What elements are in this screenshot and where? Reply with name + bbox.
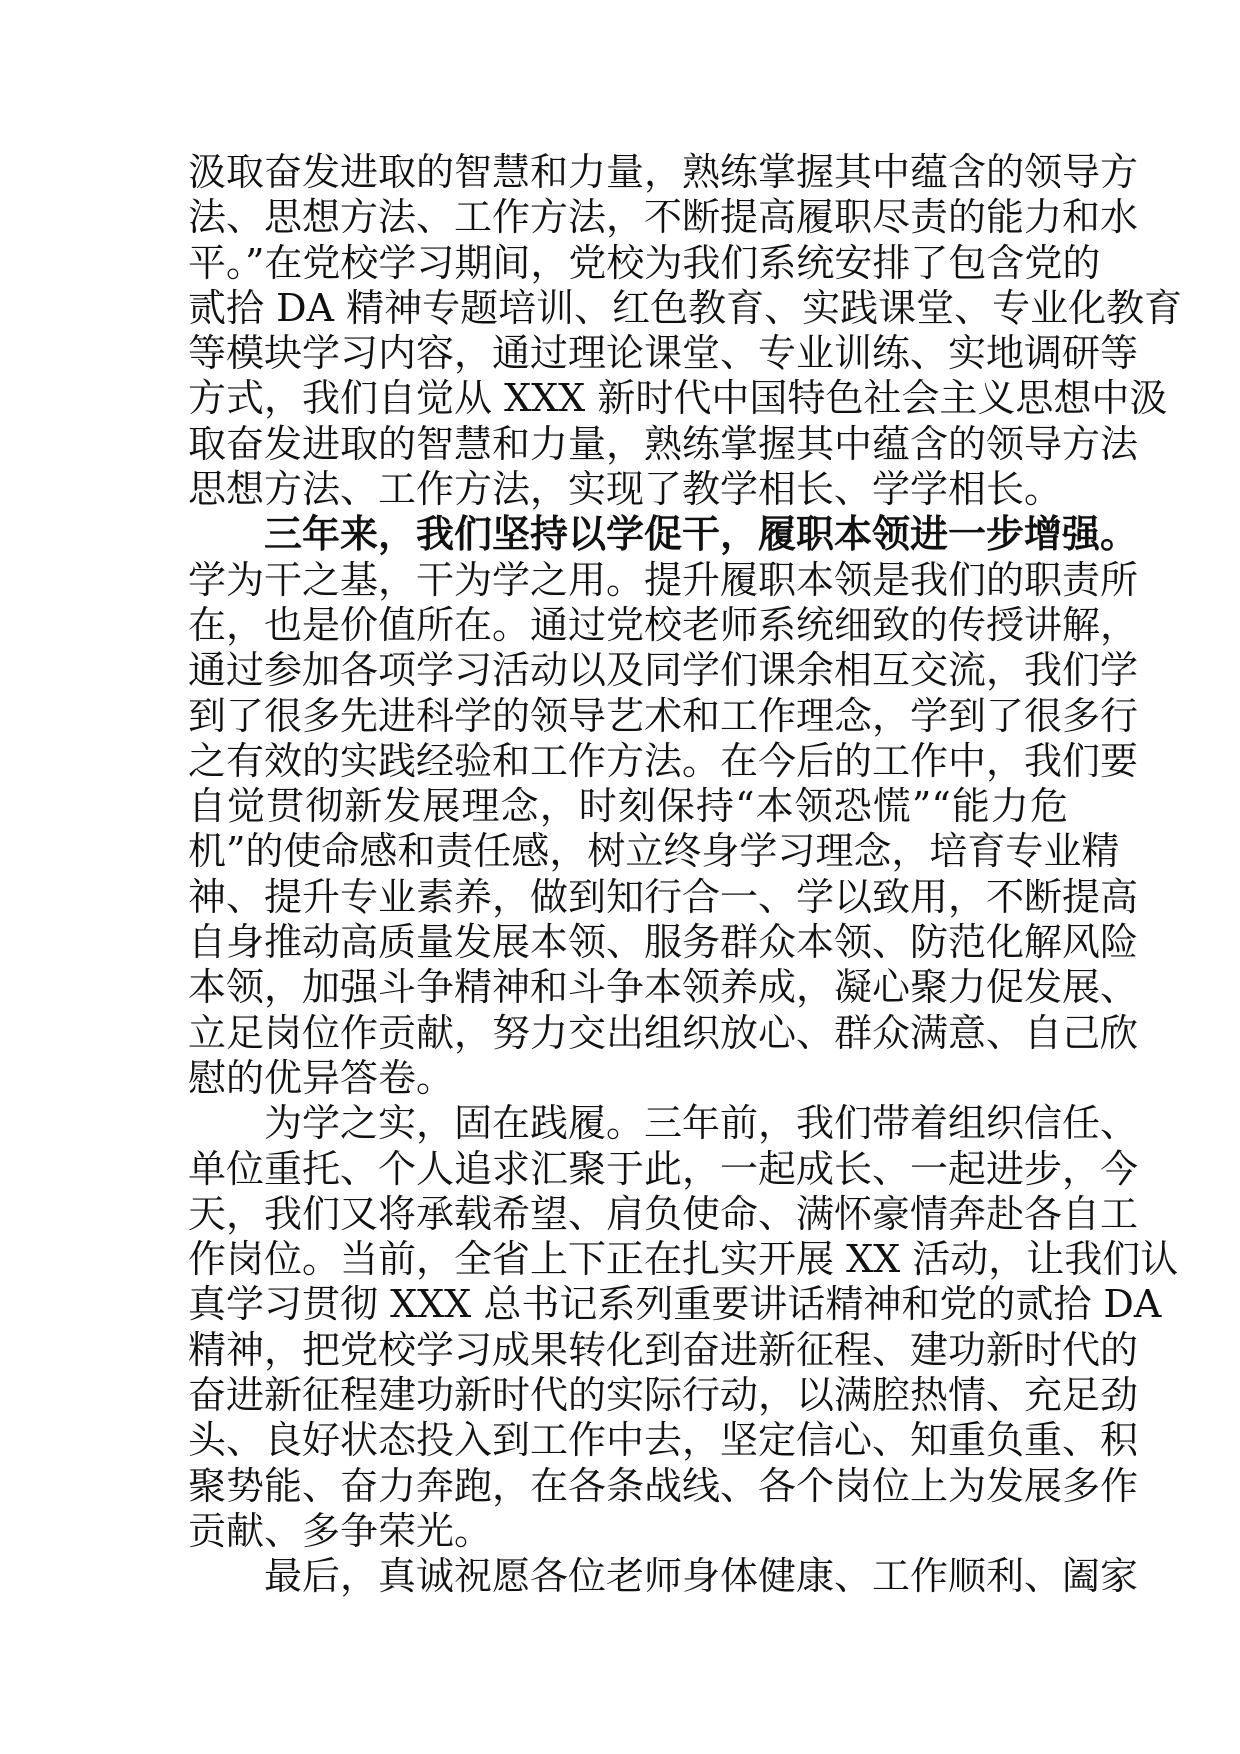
text-line: 神、提升专业素养，做到知行合一、学以致用，不断提高 (188, 874, 1139, 919)
text-line: 在，也是价值所在。通过党校老师系统细致的传授讲解， (188, 602, 1139, 647)
text-line: 奋进新征程建功新时代的实际行动，以满腔热情、充足劲 (188, 1373, 1139, 1418)
text-line: 天，我们又将承载希望、肩负使命、满怀豪情奔赴各自工 (188, 1191, 1139, 1236)
paragraph-4 (188, 1554, 1139, 1599)
paragraph-1 (188, 150, 1183, 512)
text-line: 机”的使命感和责任感，树立终身学习理念，培育专业精 (188, 829, 1120, 874)
text-line: 最后，真诚祝愿各位老师身体健康、工作顺利、阖家 (264, 1554, 1139, 1599)
text-line: 自身推动高质量发展本领、服务群众本领、防范化解风险 (188, 920, 1139, 965)
text-line: 自觉贯彻新发展理念，时刻保持“本领恐慌”“能力危 (188, 784, 1068, 829)
text-line: 为学之实，固在践履。三年前，我们带着组织信任、 (264, 1101, 1139, 1146)
text-line: 思想方法、工作方法，实现了教学相长、学学相长。 (188, 467, 1063, 512)
text-line: 立足岗位作贡献，努力交出组织放心、群众满意、自己欣 (188, 1010, 1139, 1055)
text-line: 等模块学习内容，通过理论课堂、专业训练、实地调研等 (188, 331, 1139, 376)
text-line: 头、良好状态投入到工作中去，坚定信心、知重负重、积 (188, 1418, 1139, 1463)
text-line: 方式，我们自觉从 XXX 新时代中国特色社会主义思想中汲 (188, 376, 1168, 421)
paragraph-2 (188, 512, 1139, 1101)
text-line: 本领，加强斗争精神和斗争本领养成，凝心聚力促发展、 (188, 965, 1139, 1010)
text-line: 学为干之基，干为学之用。提升履职本领是我们的职责所 (188, 557, 1139, 602)
text-line: 法、思想方法、工作方法，不断提高履职尽责的能力和水 (188, 195, 1139, 240)
text-line: 取奋发进取的智慧和力量，熟练掌握其中蕴含的领导方法 (188, 421, 1139, 466)
text-line: 到了很多先进科学的领导艺术和工作理念，学到了很多行 (188, 693, 1139, 738)
text-line: 通过参加各项学习活动以及同学们课余相互交流，我们学 (188, 648, 1139, 693)
text-line: 贡献、多争荣光。 (188, 1508, 493, 1553)
text-line: 汲取奋发进取的智慧和力量，熟练掌握其中蕴含的领导方 (188, 150, 1139, 194)
text-line: 贰拾 DA 精神专题培训、红色教育、实践课堂、专业化教育 (188, 285, 1183, 330)
paragraph-3 (188, 1101, 1179, 1554)
section-heading: 三年来，我们坚持以学促干，履职本领进一步增强。 (264, 512, 1139, 557)
text-line: 真学习贯彻 XXX 总书记系列重要讲话精神和党的贰拾 DA (188, 1282, 1162, 1327)
text-line: 之有效的实践经验和工作方法。在今后的工作中，我们要 (188, 738, 1139, 783)
text-line: 单位重托、个人追求汇聚于此，一起成长、一起进步，今 (188, 1146, 1139, 1191)
text-line: 慰的优异答卷。 (188, 1055, 455, 1100)
text-line: 精神，把党校学习成果转化到奋进新征程、建功新时代的 (188, 1327, 1139, 1372)
text-line: 聚势能、奋力奔跑，在各条战线、各个岗位上为发展多作 (188, 1463, 1139, 1508)
document-page (188, 150, 1183, 1600)
text-line: 平。”在党校学习期间，党校为我们系统安排了包含党的 (188, 240, 1101, 285)
text-line: 作岗位。当前，全省上下正在扎实开展 XX 活动，让我们认 (188, 1237, 1179, 1282)
